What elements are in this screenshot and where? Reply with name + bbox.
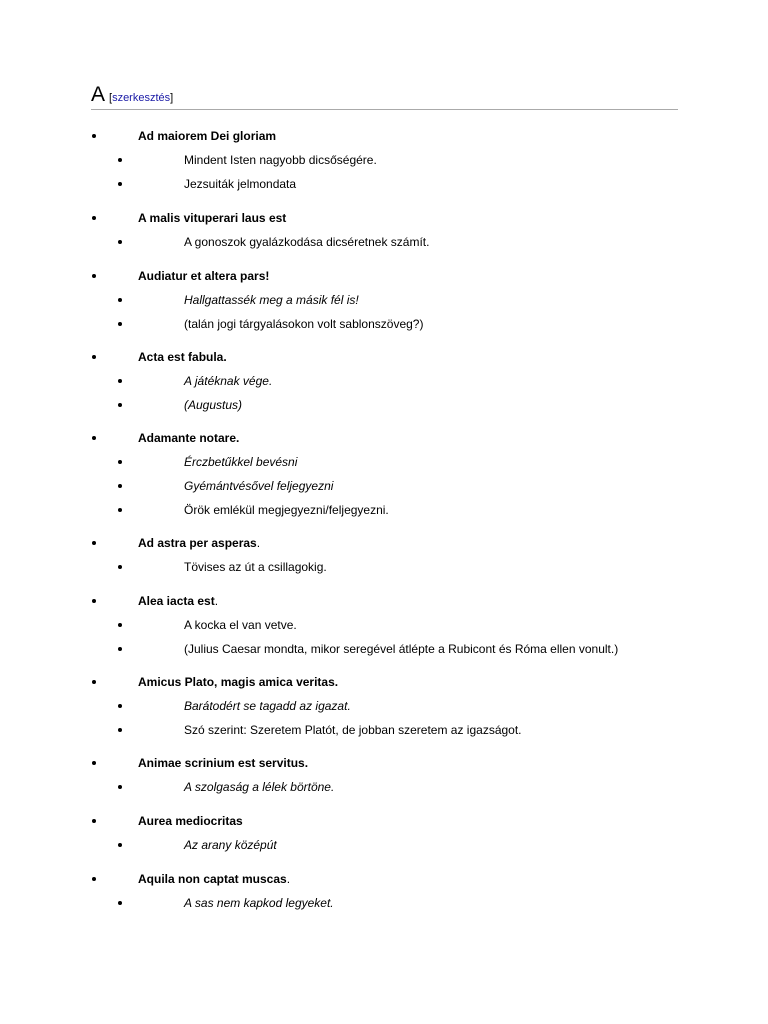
translation-text: A szolgaság a lélek börtöne. <box>184 780 335 794</box>
phrase-entry <box>0 348 768 366</box>
translation-text: Szó szerint: Szeretem Platót, de jobban szeretem az igazságot. <box>184 723 522 737</box>
translation-item <box>0 291 768 309</box>
translation-item <box>0 721 768 739</box>
bullet-icon <box>92 274 96 278</box>
phrase-term-text: Alea iacta est <box>138 594 215 608</box>
translation-item <box>0 477 768 495</box>
bullet-icon <box>118 403 122 407</box>
translation-item <box>0 151 768 169</box>
phrase-entry <box>0 534 768 552</box>
phrase-term <box>138 673 338 691</box>
translation-text: (Augustus) <box>184 398 243 412</box>
phrase-entry <box>0 673 768 691</box>
phrase-term-text: Acta est fabula. <box>138 350 227 364</box>
bullet-icon <box>92 436 96 440</box>
bullet-icon <box>118 623 122 627</box>
translation-text: Érczbetűkkel bevésni <box>184 455 298 469</box>
phrase-term-text: Animae scrinium est servitus. <box>138 756 309 770</box>
phrase-term <box>138 534 260 552</box>
section-heading <box>91 83 678 110</box>
phrase-entry <box>0 812 768 830</box>
phrase-term-suffix: . <box>286 872 291 886</box>
bullet-icon <box>92 599 96 603</box>
translation-item <box>0 697 768 715</box>
phrase-term-text: Aquila non captat muscas <box>138 872 287 886</box>
bullet-icon <box>92 680 96 684</box>
bullet-icon <box>118 379 122 383</box>
translation-text: A kocka el van vetve. <box>184 618 297 632</box>
phrase-term <box>138 429 239 447</box>
section-title: A <box>91 83 106 106</box>
translation-text: (Julius Caesar mondta, mikor seregével átlépte a Rubicont és Róma ellen vonult.) <box>184 642 619 656</box>
translation-text: A sas nem kapkod legyeket. <box>184 896 334 910</box>
bullet-icon <box>118 460 122 464</box>
phrase-term-text: Ad astra per asperas <box>138 536 257 550</box>
translation-text: Hallgattassék meg a másik fél is! <box>184 293 359 307</box>
translation-item <box>0 640 768 658</box>
bullet-icon <box>118 647 122 651</box>
edit-link-close-bracket: ] <box>170 92 174 104</box>
translation-text: Mindent Isten nagyobb dicsőségére. <box>184 153 377 167</box>
translation-text: Örök emlékül megjegyezni/feljegyezni. <box>184 503 389 517</box>
phrase-entry <box>0 870 768 888</box>
phrase-term-text: Amicus Plato, magis amica veritas. <box>138 675 339 689</box>
bullet-icon <box>92 134 96 138</box>
phrase-term-suffix: . <box>214 594 219 608</box>
translation-text: Barátodért se tagadd az igazat. <box>184 699 351 713</box>
phrase-term <box>138 592 218 610</box>
bullet-icon <box>118 728 122 732</box>
bullet-icon <box>92 355 96 359</box>
phrase-term-text: Ad maiorem Dei gloriam <box>138 129 277 143</box>
phrase-term <box>138 754 308 772</box>
bullet-icon <box>92 541 96 545</box>
translation-text: Jezsuiták jelmondata <box>184 177 297 191</box>
bullet-icon <box>118 322 122 326</box>
phrase-term <box>138 267 269 285</box>
bullet-icon <box>92 819 96 823</box>
phrase-term <box>138 127 276 145</box>
translation-text: Az arany középút <box>184 838 277 852</box>
phrase-entry <box>0 429 768 447</box>
phrase-term-suffix: . <box>256 536 261 550</box>
phrase-term <box>138 348 227 366</box>
translation-item <box>0 175 768 193</box>
bullet-icon <box>92 216 96 220</box>
translation-item <box>0 894 768 912</box>
translation-item <box>0 778 768 796</box>
phrase-entry <box>0 267 768 285</box>
edit-link-wrapper <box>109 91 173 105</box>
bullet-icon <box>92 761 96 765</box>
phrase-term-text: Audiatur et altera pars! <box>138 269 270 283</box>
phrase-entry <box>0 754 768 772</box>
bullet-icon <box>118 843 122 847</box>
edit-section-link[interactable]: szerkesztés <box>112 92 171 104</box>
bullet-icon <box>118 508 122 512</box>
translation-item <box>0 315 768 333</box>
phrase-term-text: A malis vituperari laus est <box>138 211 287 225</box>
translation-item <box>0 616 768 634</box>
bullet-icon <box>118 158 122 162</box>
phrase-entry <box>0 592 768 610</box>
phrase-term <box>138 870 290 888</box>
translation-text: Tövises az út a csillagokig. <box>184 560 327 574</box>
bullet-icon <box>118 240 122 244</box>
phrase-term <box>138 812 243 830</box>
bullet-icon <box>118 785 122 789</box>
translation-text: (talán jogi tárgyalásokon volt sablonszöveg?) <box>184 317 424 331</box>
translation-item <box>0 558 768 576</box>
translation-text: A játéknak vége. <box>184 374 273 388</box>
translation-item <box>0 372 768 390</box>
translation-item <box>0 453 768 471</box>
translation-item <box>0 501 768 519</box>
bullet-icon <box>118 298 122 302</box>
edit-link-open-bracket: [ <box>109 92 113 104</box>
translation-item <box>0 233 768 251</box>
translation-text: Gyémántvésővel feljegyezni <box>184 479 334 493</box>
phrase-entry <box>0 127 768 145</box>
bullet-icon <box>118 565 122 569</box>
bullet-icon <box>118 704 122 708</box>
bullet-icon <box>92 877 96 881</box>
translation-item <box>0 836 768 854</box>
phrase-term <box>138 209 286 227</box>
bullet-icon <box>118 484 122 488</box>
bullet-icon <box>118 182 122 186</box>
phrase-entry <box>0 209 768 227</box>
phrase-term-text: Aurea mediocritas <box>138 814 243 828</box>
translation-text: A gonoszok gyalázkodása dicséretnek számít. <box>184 235 430 249</box>
translation-item <box>0 396 768 414</box>
phrase-term-text: Adamante notare. <box>138 431 240 445</box>
bullet-icon <box>118 901 122 905</box>
